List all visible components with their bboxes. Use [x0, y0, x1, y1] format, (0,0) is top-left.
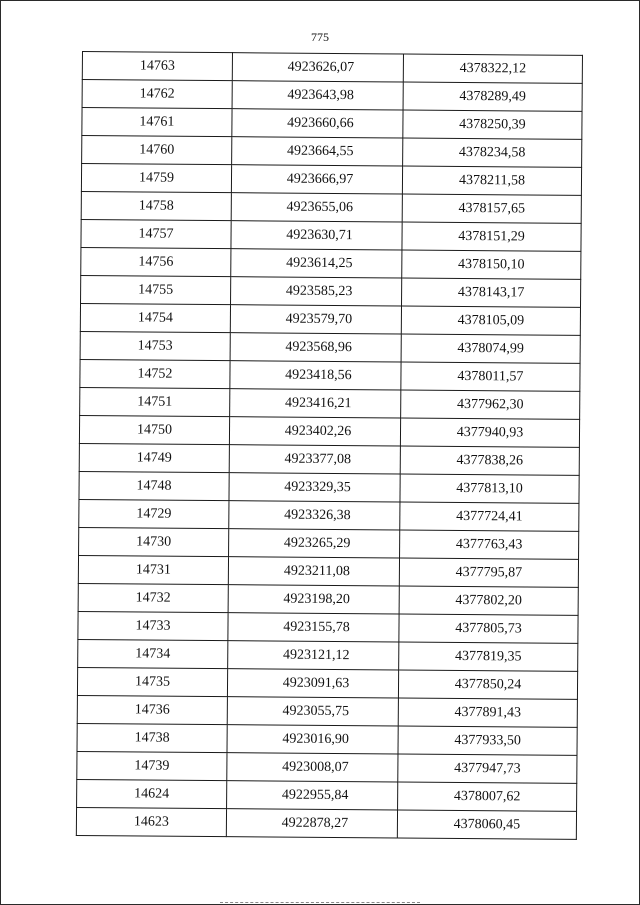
y-coordinate-cell: 4377850,24 [398, 670, 577, 699]
table-row [80, 303, 580, 335]
point-id-cell: 14623 [76, 807, 226, 836]
x-coordinate-cell: 4923416,21 [230, 389, 401, 418]
y-coordinate-cell: 4378074,99 [401, 334, 580, 363]
table-row [77, 695, 577, 727]
y-coordinate-cell: 4377802,20 [399, 586, 578, 615]
page-number: 775 [311, 30, 329, 44]
point-id-cell: 14732 [78, 583, 228, 612]
table-row [82, 108, 582, 140]
x-coordinate-cell: 4923329,35 [229, 473, 400, 502]
table-row [81, 219, 581, 251]
y-coordinate-cell: 4378150,10 [402, 250, 581, 279]
x-coordinate-cell: 4923643,98 [232, 81, 403, 110]
y-coordinate-cell: 4378289,49 [403, 82, 582, 111]
point-id-cell: 14739 [77, 751, 227, 780]
x-coordinate-cell: 4923211,08 [228, 557, 399, 586]
y-coordinate-cell: 4378007,62 [398, 782, 577, 811]
point-id-cell: 14736 [77, 695, 227, 724]
table-row [76, 807, 576, 839]
point-id-cell: 14749 [79, 443, 229, 472]
table-row [77, 751, 577, 783]
x-coordinate-cell: 4923660,66 [232, 109, 403, 138]
table-row [78, 639, 578, 671]
y-coordinate-cell: 4378011,57 [401, 362, 580, 391]
y-coordinate-cell: 4377724,41 [400, 502, 579, 531]
point-id-cell: 14757 [81, 219, 231, 248]
table-row [81, 275, 581, 307]
table-row [80, 387, 580, 419]
y-coordinate-cell: 4378234,58 [403, 138, 582, 167]
x-coordinate-cell: 4923568,96 [230, 333, 401, 362]
y-coordinate-cell: 4377838,26 [400, 446, 579, 475]
y-coordinate-cell: 4377947,73 [398, 754, 577, 783]
point-id-cell: 14755 [81, 275, 231, 304]
coordinate-table-body [76, 52, 582, 840]
point-id-cell: 14760 [82, 136, 232, 165]
y-coordinate-cell: 4377805,73 [399, 614, 578, 643]
point-id-cell: 14752 [80, 359, 230, 388]
point-id-cell: 14738 [77, 723, 227, 752]
x-coordinate-cell: 4923326,38 [229, 501, 400, 530]
x-coordinate-cell: 4923614,25 [231, 249, 402, 278]
y-coordinate-cell: 4378322,12 [403, 54, 582, 83]
y-coordinate-cell: 4377962,30 [401, 390, 580, 419]
point-id-cell: 14751 [80, 387, 230, 416]
y-coordinate-cell: 4378211,58 [402, 166, 581, 195]
table-row [81, 164, 581, 196]
table-row [81, 247, 581, 279]
x-coordinate-cell: 4923091,63 [227, 669, 398, 698]
point-id-cell: 14734 [78, 639, 228, 668]
point-id-cell: 14748 [79, 471, 229, 500]
x-coordinate-cell: 4923155,78 [228, 613, 399, 642]
x-coordinate-cell: 4923016,90 [227, 725, 398, 754]
x-coordinate-cell: 4922878,27 [226, 809, 397, 838]
table-row [80, 331, 580, 363]
table-row [78, 611, 578, 643]
y-coordinate-cell: 4378157,65 [402, 194, 581, 223]
y-coordinate-cell: 4377763,43 [400, 530, 579, 559]
table-row [78, 583, 578, 615]
y-coordinate-cell: 4378143,17 [402, 278, 581, 307]
y-coordinate-cell: 4377819,35 [399, 642, 578, 671]
footer-divider [220, 902, 420, 904]
table-row [77, 779, 577, 811]
x-coordinate-cell: 4923666,97 [231, 165, 402, 194]
x-coordinate-cell: 4923198,20 [228, 585, 399, 614]
x-coordinate-cell: 4923055,75 [227, 697, 398, 726]
table-row [80, 359, 580, 391]
table-row [79, 527, 579, 559]
x-coordinate-cell: 4923121,12 [228, 641, 399, 670]
y-coordinate-cell: 4378060,45 [397, 810, 576, 839]
point-id-cell: 14750 [79, 415, 229, 444]
table-row [79, 415, 579, 447]
point-id-cell: 14761 [82, 108, 232, 137]
x-coordinate-cell: 4923008,07 [227, 753, 398, 782]
table-row [79, 499, 579, 531]
y-coordinate-cell: 4378151,29 [402, 222, 581, 251]
point-id-cell: 14730 [79, 527, 229, 556]
y-coordinate-cell: 4377795,87 [399, 558, 578, 587]
y-coordinate-cell: 4378250,39 [403, 110, 582, 139]
x-coordinate-cell: 4922955,84 [227, 781, 398, 810]
y-coordinate-cell: 4377813,10 [400, 474, 579, 503]
point-id-cell: 14753 [80, 331, 230, 360]
point-id-cell: 14763 [82, 52, 232, 81]
point-id-cell: 14758 [81, 191, 231, 220]
x-coordinate-cell: 4923630,71 [231, 221, 402, 250]
x-coordinate-cell: 4923579,70 [230, 305, 401, 334]
table-row [82, 136, 582, 168]
point-id-cell: 14759 [81, 164, 231, 193]
table-row [82, 80, 582, 112]
x-coordinate-cell: 4923655,06 [231, 193, 402, 222]
x-coordinate-cell: 4923418,56 [230, 361, 401, 390]
point-id-cell: 14762 [82, 80, 232, 109]
x-coordinate-cell: 4923626,07 [232, 53, 403, 82]
point-id-cell: 14754 [80, 303, 230, 332]
y-coordinate-cell: 4378105,09 [401, 306, 580, 335]
point-id-cell: 14756 [81, 247, 231, 276]
x-coordinate-cell: 4923377,08 [229, 445, 400, 474]
table-row [77, 723, 577, 755]
table-row [82, 52, 582, 84]
x-coordinate-cell: 4923585,23 [231, 277, 402, 306]
table-row [77, 667, 577, 699]
point-id-cell: 14735 [77, 667, 227, 696]
x-coordinate-cell: 4923265,29 [229, 529, 400, 558]
point-id-cell: 14624 [77, 779, 227, 808]
x-coordinate-cell: 4923664,55 [232, 137, 403, 166]
point-id-cell: 14733 [78, 611, 228, 640]
table-row [78, 555, 578, 587]
coordinate-table-container [76, 51, 600, 840]
y-coordinate-cell: 4377940,93 [400, 418, 579, 447]
point-id-cell: 14731 [78, 555, 228, 584]
y-coordinate-cell: 4377933,50 [398, 726, 577, 755]
coordinate-table [76, 51, 583, 840]
table-row [81, 191, 581, 223]
y-coordinate-cell: 4377891,43 [398, 698, 577, 727]
point-id-cell: 14729 [79, 499, 229, 528]
table-row [79, 443, 579, 475]
x-coordinate-cell: 4923402,26 [229, 417, 400, 446]
table-row [79, 471, 579, 503]
